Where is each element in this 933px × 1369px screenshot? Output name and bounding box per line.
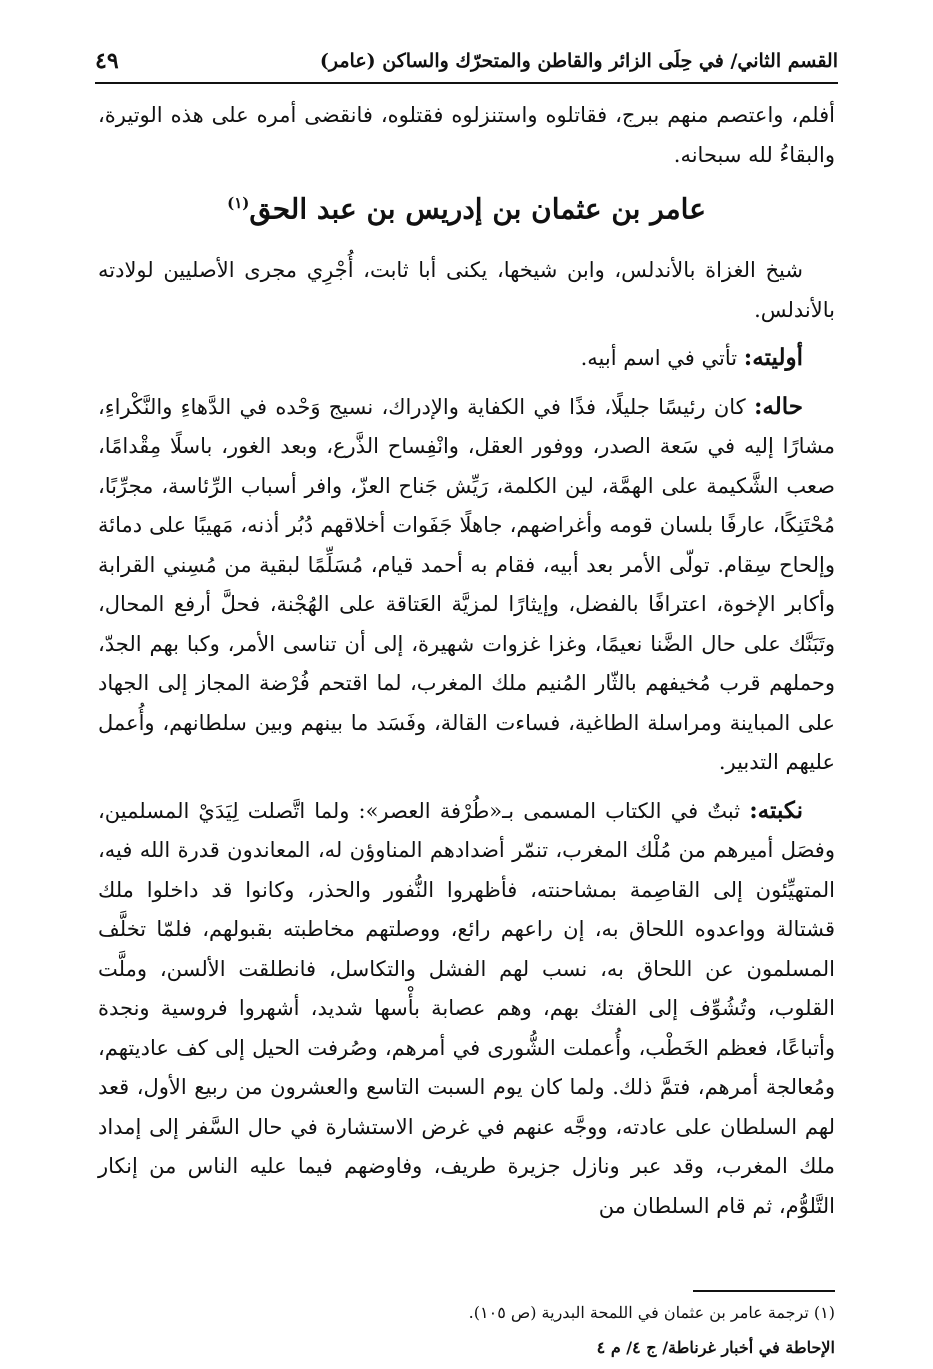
source-signature-line: الإحاطة في أخبار غرناطة/ ج ٤/ م ٤ bbox=[596, 1338, 835, 1357]
page-number: ٤٩ bbox=[95, 48, 119, 74]
hal-label: حاله: bbox=[753, 392, 803, 420]
awwaliyyah-label: أوليته: bbox=[743, 344, 803, 372]
hal-paragraph bbox=[98, 387, 835, 783]
entry-title bbox=[98, 183, 835, 229]
entry-title-text: عامر بن عثمان بن إدريس بن عبد الحق bbox=[249, 192, 706, 226]
nakbah-label: نكبته: bbox=[749, 796, 803, 824]
awwaliyyah-text: تأتي في اسم أبيه. bbox=[580, 346, 738, 371]
nakbah-paragraph bbox=[98, 791, 835, 1227]
running-header bbox=[95, 42, 838, 84]
running-title: القسم الثاني/ في حِلَى الزائر والقاطن والمتحرّك والساكن (عامر) bbox=[319, 50, 838, 72]
footnote-reference[interactable]: (١) bbox=[227, 194, 250, 212]
opening-paragraph: أفلم، واعتصم منهم ببرج، فقاتلوه واستنزلوه فقتلوه، فانقضى أمره على هذه الوتيرة، والبقاءُ لله سبحانه. bbox=[98, 103, 835, 167]
intro-paragraph: شيخ الغزاة بالأندلس، وابن شيخها، يكنى أبا ثابت، أُجْرِي مجرى الأصليين لولادته بالأندلس. bbox=[98, 258, 835, 322]
body-text bbox=[98, 96, 835, 1226]
footnote-divider bbox=[693, 1290, 835, 1292]
nakbah-text: ثبتٌ في الكتاب المسمى بـ«طُرْفة العصر»: ولما اتَّصلت لِيَدَيْ المسلمين، وفصَل أميرهم من مُلْك المغرب، تنمّر أضدادهم المناوؤن له، المعاندون قدرة الله فيه، المتهيِّئون إلى القاصِمة بمشاحنته، فأظهروا النُّفور والحذر، وكانوا قد داخلوا ملك قشتالة وواعدوه اللحاق به، إن راعهم رائع، ووصلتهم مخاطبته بقبولهم، فلمّا تخلَّف المسلمون عن اللحاق به، نسب لهم الفشل والتكاسل، فانطلقت الألسن، وملَّت القلوب، وتُشُوِّف إلى الفتك بهم، وهم عصابة بأْسها شديد، أشهروا فروسية ونجدة وأتباعًا، فعظم الخَطْب، وأُعملت الشُّورى في أمرهم، وصُرفت الحيل إلى كف عاديتهم، ومُعالجة أمرهم، فتمَّ ذلك. ولما كان يوم السبت التاسع والعشرون من ربيع الأول، قعد لهم السلطان على عادته، ووجَّه عنهم في غرض الاستشارة في حال السَّفر إلى إمداد ملك المغرب، وقد عبر ونازل جزيرة طريف، وفاوضهم فيما عليه الناس من إنكار التَّلوُّم، ثم قام السلطان من bbox=[98, 798, 835, 1218]
awwaliyyah-paragraph bbox=[98, 338, 835, 379]
footnote-1: (١) ترجمة عامر بن عثمان في اللمحة البدرية (ص ١٠٥). bbox=[468, 1303, 835, 1322]
hal-text: كان رئيسًا جليلًا، فذًا في الكفاية والإدراك، نسيج وَحْده في الدَّهاءِ والنَّكْراءِ، مشارًا إليه في سَعة الصدر، ووفور العقل، وانْفِساح الذَّرع، وبعد الغور، باسلًا مِقْدامًا، صعب الشَّكيمة على الهمَّة، لين الكلمة، رَيِّش جَناح العزّ، وافر أسباب الرِّئاسة، مجرِّبًا، مُحْتَنِكًا، عارفًا بلسان قومه وأغراضهم، جاهلًا جَفَوات أخلاقهم دُبُر أذنه، مَهيبًا على دمائة وإلحاح سِقام. تولّى الأمر بعد أبيه، فقام به أحمد قيام، مُسَلِّمًا لبقية من مُسِني القرابة وأكابر الإخوة، اعترافًا بالفضل، وإيثارًا لمزيَّة العَتاقة على الهُجْنة، فحلَّ أرفع المحال، وتَبَنَّك على حال الضَّنا نعيمًا، وغزا غزوات شهيرة، إلى أن تناسى الأمر، وكبا بهم الجدّ، وحملهم قرب مُخيفهم بالثّار المُنيم ملك المغرب، لما اقتحم فُرْضة المجاز إلى الجهاد على المباينة ومراسلة الطاغية، فساءت القالة، وفَسَد ما بينهم وبين سلطانهم، وأُعمل عليهم التدبير. bbox=[98, 394, 835, 775]
